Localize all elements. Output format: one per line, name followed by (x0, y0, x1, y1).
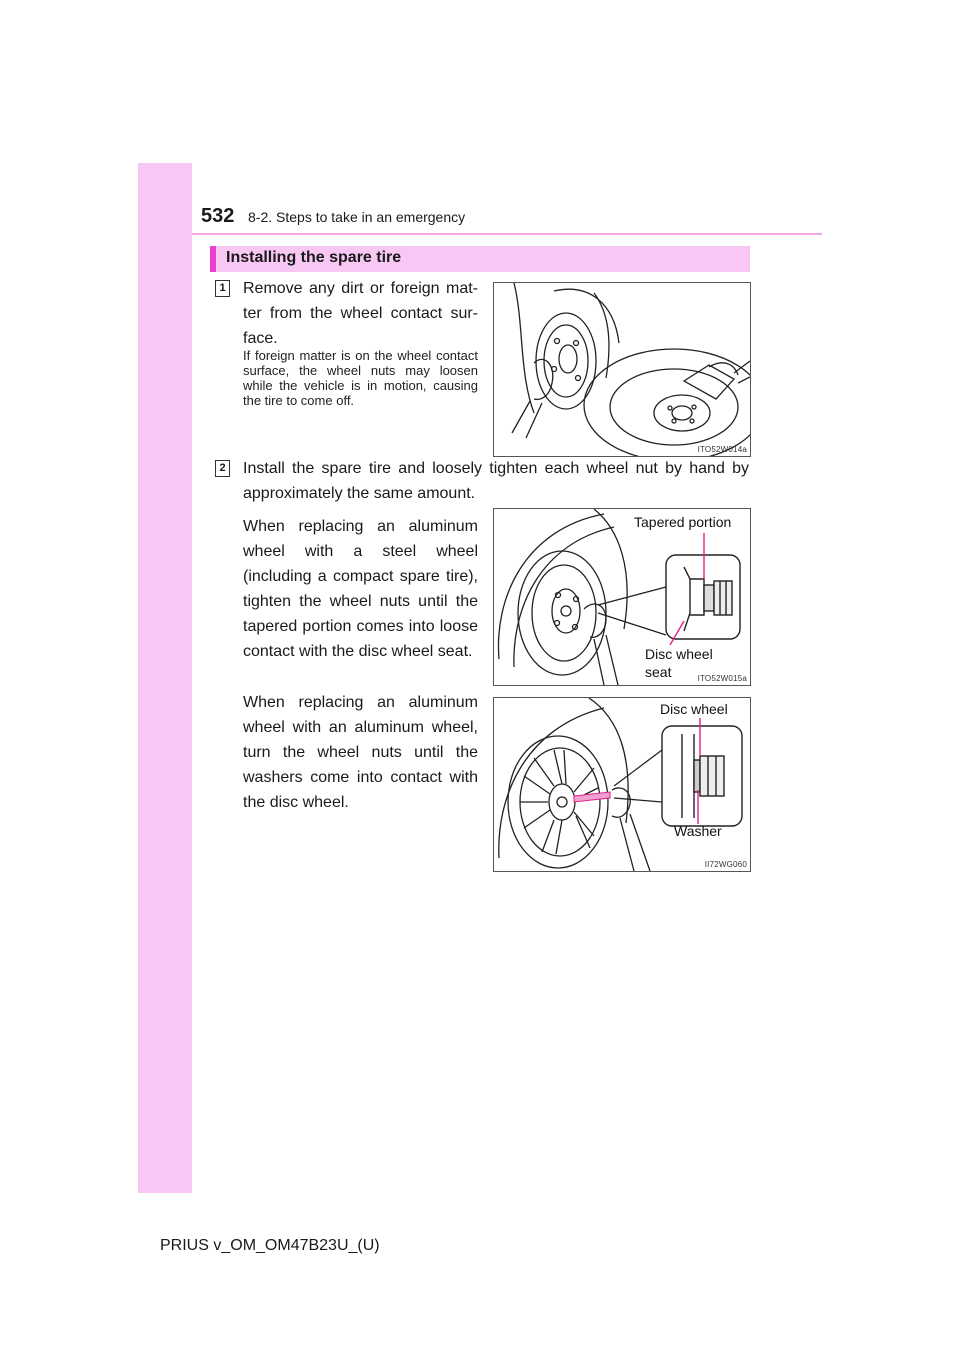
step-1-text: Remove any dirt or foreign mat-ter from the wheel contact sur-face. (243, 280, 478, 347)
step-number-2: 2 (215, 460, 230, 477)
chapter-title: 8-2. Steps to take in an emergency (248, 209, 466, 225)
section-heading (210, 246, 750, 272)
callout-washer: Washer (674, 823, 722, 839)
step-2-para-steel: When replacing an aluminum wheel with a steel wheel (including a compact spare tire), tighten the wheel nuts until the tapered portion comes into loose contact with the disc wheel seat. (243, 518, 478, 660)
figure-3-code: II72WG060 (704, 860, 747, 869)
figure-2-code: ITO52W015a (697, 674, 747, 683)
figure-1-code: ITO52W014a (697, 445, 747, 454)
side-tab-band (138, 163, 192, 1193)
page-number: 532 (201, 205, 235, 227)
figure-aluminum-wheel-nut (493, 697, 751, 872)
step-1-note: If foreign matter is on the wheel contact surface, the wheel nuts may loosen while the vehicle is in motion, causing the tire to come off. (243, 348, 478, 408)
section-title: Installing the spare tire (226, 249, 402, 266)
figure-clean-wheel-surface (493, 282, 751, 457)
figure-steel-wheel-nut (493, 508, 751, 686)
footer-doc-id: PRIUS v_OM_OM47B23U_(U) (160, 1237, 380, 1254)
step-2-para-aluminum: When replacing an aluminum wheel with an aluminum wheel, turn the wheel nuts until the washers come into contact with the disc wheel. (243, 694, 478, 811)
step-number-1: 1 (215, 280, 230, 297)
header-rule (192, 233, 822, 235)
clean-wheel-illustration (494, 283, 750, 456)
step-2-text: Install the spare tire and loosely tighten each wheel nut by hand by approximately the same amount. (243, 460, 749, 502)
callout-disc-wheel: Disc wheel (660, 701, 728, 717)
callout-tapered-portion: Tapered portion (634, 514, 732, 530)
aluminum-wheel-illustration (494, 698, 750, 871)
callout-disc-wheel-seat: Disc wheel seat (645, 646, 713, 680)
